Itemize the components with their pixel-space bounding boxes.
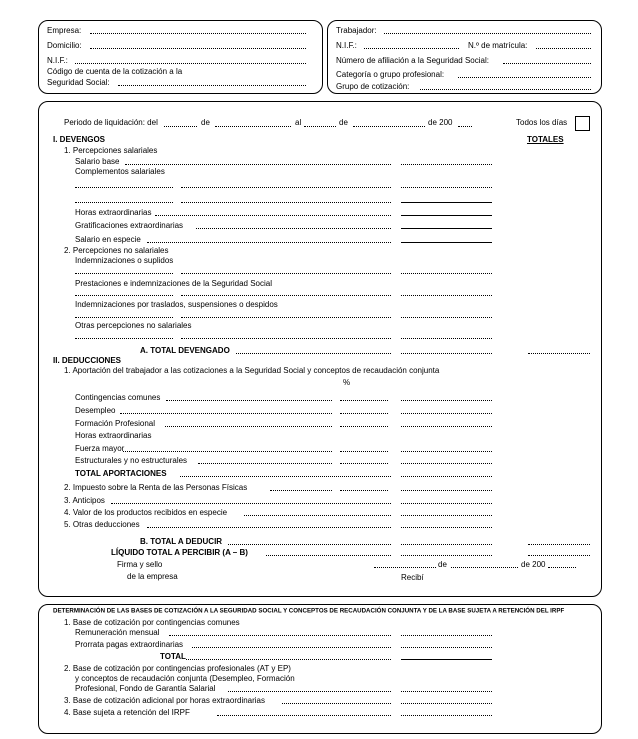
anticipos-amount[interactable]: [401, 503, 492, 504]
otras-deducciones-label: 5. Otras deducciones: [64, 520, 140, 529]
b3-leader: [282, 703, 391, 704]
worker-nif-label: N.I.F.:: [336, 41, 357, 50]
b2-leader: [228, 691, 391, 692]
especie-amount[interactable]: [401, 242, 492, 243]
devengos-heading: I. DEVENGOS: [53, 135, 106, 144]
remuneracion-amount[interactable]: [401, 635, 492, 636]
bases-b4: 4. Base sujeta a retención del IRPF: [64, 708, 190, 717]
irpf-leader: [270, 490, 332, 491]
percent-label: %: [343, 378, 351, 387]
codigo-label-1: Código de cuenta de la cotización a la: [47, 67, 183, 76]
fuerza-amount[interactable]: [401, 451, 492, 452]
total-devengado-leader: [236, 353, 391, 354]
prestaciones-leader: [181, 295, 391, 296]
salario-base-amount[interactable]: [401, 164, 492, 165]
period-year: de 200: [428, 118, 453, 127]
total-deducir-total[interactable]: [528, 544, 590, 545]
horas-label: Horas extraordinarias: [75, 208, 152, 217]
horas-amount[interactable]: [401, 215, 492, 216]
total-deducir-amount[interactable]: [401, 544, 492, 545]
sign-place[interactable]: [374, 567, 436, 568]
estructurales-amount[interactable]: [401, 463, 492, 464]
prorrata-amount[interactable]: [401, 647, 492, 648]
firma-label-1: Firma y sello: [117, 560, 163, 569]
total-aportaciones-leader: [180, 476, 391, 477]
irpf-label: 2. Impuesto sobre la Renta de las Personas Físicas: [64, 483, 248, 492]
matricula-field[interactable]: [536, 48, 591, 49]
period-de-1: de: [201, 118, 210, 127]
b4-leader: [217, 715, 391, 716]
fuerza-label: Fuerza mayor: [75, 444, 125, 453]
period-from-day[interactable]: [164, 126, 197, 127]
bases-total-leader: [186, 659, 391, 660]
categoria-label: Categoría o grupo profesional:: [336, 70, 445, 79]
period-al: al: [295, 118, 302, 127]
estructurales-pct[interactable]: [340, 463, 388, 464]
irpf-pct[interactable]: [340, 490, 388, 491]
desempleo-leader: [120, 413, 332, 414]
complemento-2-concept[interactable]: [75, 202, 173, 203]
firma-label-2: de la empresa: [127, 572, 178, 581]
percepciones-no-salariales: 2. Percepciones no salariales: [64, 246, 169, 255]
remuneracion-leader: [169, 635, 391, 636]
formacion-pct[interactable]: [340, 426, 388, 427]
total-aportaciones-amount[interactable]: [401, 476, 492, 477]
sign-year[interactable]: [548, 567, 576, 568]
codigo-label-2: Seguridad Social:: [47, 78, 110, 87]
otras-deducciones-leader: [147, 527, 391, 528]
liquido-leader: [266, 555, 391, 556]
liquido-amount[interactable]: [401, 555, 492, 556]
gratificaciones-label: Gratificaciones extraordinarias: [75, 221, 184, 230]
indemnizaciones-amount[interactable]: [401, 273, 492, 274]
indemnizaciones-leader: [181, 273, 391, 274]
complemento-1-leader: [181, 187, 391, 188]
codigo-field[interactable]: [118, 85, 306, 86]
prestaciones-concept[interactable]: [75, 295, 173, 296]
horas-leader: [155, 215, 391, 216]
fuerza-leader: [123, 451, 332, 452]
anticipos-leader: [111, 503, 391, 504]
especie-ded-label: 4. Valor de los productos recibidos en especie: [64, 508, 228, 517]
otras-percepciones-label: Otras percepciones no salariales: [75, 321, 192, 330]
total-deducir-leader: [228, 544, 391, 545]
traslados-leader: [181, 317, 391, 318]
otras-percepciones-leader: [181, 338, 391, 339]
bases-b2b: y conceptos de recaudación conjunta (Desempleo, Formación: [75, 674, 295, 683]
complemento-1-concept[interactable]: [75, 187, 173, 188]
complemento-2-amount[interactable]: [401, 202, 492, 203]
estructurales-leader: [198, 463, 332, 464]
nif-field[interactable]: [75, 63, 306, 64]
complementos-label: Complementos salariales: [75, 167, 165, 176]
domicilio-field[interactable]: [90, 48, 306, 49]
formacion-amount[interactable]: [401, 426, 492, 427]
contingencias-amount[interactable]: [401, 400, 492, 401]
especie-leader: [147, 242, 391, 243]
salario-base-leader: [125, 164, 391, 165]
fuerza-pct[interactable]: [340, 451, 388, 452]
total-devengado-amount[interactable]: [401, 353, 492, 354]
contingencias-label: Contingencias comunes: [75, 393, 161, 402]
b3-amount[interactable]: [401, 703, 492, 704]
contingencias-leader: [166, 400, 332, 401]
otras-deducciones-amount[interactable]: [401, 527, 492, 528]
especie-ded-leader: [244, 515, 391, 516]
grupo-field[interactable]: [420, 89, 591, 90]
period-to-day[interactable]: [304, 126, 336, 127]
traslados-label: Indemnizaciones por traslados, suspensiones o despidos: [75, 300, 278, 309]
grupo-label: Grupo de cotización:: [336, 82, 410, 91]
desempleo-label: Desempleo: [75, 406, 116, 415]
desempleo-amount[interactable]: [401, 413, 492, 414]
categoria-field[interactable]: [458, 77, 591, 78]
worker-nif-field[interactable]: [364, 48, 459, 49]
prestaciones-label: Prestaciones e indemnizaciones de la Seguridad Social: [75, 279, 273, 288]
bases-title: DETERMINACIÓN DE LAS BASES DE COTIZACIÓN A LA SEGURIDAD SOCIAL Y CONCEPTOS DE RECAUDACIÓN CONJUNTA Y DE LA BASE SUJETA A RETENCIÓN DEL IRPF: [53, 608, 565, 615]
gratificaciones-leader: [196, 228, 391, 229]
total-deducir-label: B. TOTAL A DEDUCIR: [140, 537, 223, 546]
bases-total-label: TOTAL: [160, 652, 186, 661]
b2-amount[interactable]: [401, 691, 492, 692]
period-from-month[interactable]: [215, 126, 291, 127]
irpf-amount[interactable]: [401, 490, 492, 491]
aportacion-label: 1. Aportación del trabajador a las cotizaciones a la Seguridad Social y conceptos de recaudación conjunta: [64, 366, 440, 375]
domicilio-label: Domicilio:: [47, 41, 82, 50]
matricula-label: N.º de matrícula:: [468, 41, 528, 50]
bases-b1: 1. Base de cotización por contingencias comunes: [64, 618, 240, 627]
percepciones-salariales: 1. Percepciones salariales: [64, 146, 158, 155]
total-devengado-total[interactable]: [528, 353, 590, 354]
prorrata-leader: [192, 647, 391, 648]
period-de-2: de: [339, 118, 348, 127]
indemnizaciones-label: Indemnizaciones o suplidos: [75, 256, 174, 265]
prestaciones-amount[interactable]: [401, 295, 492, 296]
especie-ded-amount[interactable]: [401, 515, 492, 516]
liquido-total[interactable]: [528, 555, 590, 556]
totales-heading: TOTALES: [527, 135, 564, 144]
period-to-month[interactable]: [353, 126, 425, 127]
afiliacion-field[interactable]: [503, 63, 591, 64]
empresa-label: Empresa:: [47, 26, 82, 35]
bases-b2c: Profesional, Fondo de Garantía Salarial: [75, 684, 216, 693]
formacion-leader: [165, 426, 332, 427]
especie-label: Salario en especie: [75, 235, 141, 244]
bases-total-amount[interactable]: [401, 659, 492, 660]
bases-b2a: 2. Base de cotización por contingencias profesionales (AT y EP): [64, 664, 291, 673]
complemento-1-amount[interactable]: [401, 187, 492, 188]
gratificaciones-amount[interactable]: [401, 228, 492, 229]
indemnizaciones-concept[interactable]: [75, 273, 173, 274]
deducciones-heading: II. DEDUCCIONES: [53, 356, 122, 365]
sign-month[interactable]: [451, 567, 518, 568]
liquido-label: LÍQUIDO TOTAL A PERCIBIR (A – B): [111, 548, 248, 557]
prorrata-label: Prorrata pagas extraordinarias: [75, 640, 184, 649]
todos-label: Todos los días: [516, 118, 568, 127]
todos-checkbox[interactable]: [575, 116, 590, 131]
salario-base-label: Salario base: [75, 157, 120, 166]
contingencias-pct[interactable]: [340, 400, 388, 401]
total-aportaciones-label: TOTAL APORTACIONES: [75, 469, 167, 478]
ded-horas-label: Horas extraordinarias: [75, 431, 152, 440]
desempleo-pct[interactable]: [340, 413, 388, 414]
total-devengado-label: A. TOTAL DEVENGADO: [140, 346, 230, 355]
traslados-amount[interactable]: [401, 317, 492, 318]
afiliacion-label: Número de afiliación a la Seguridad Social:: [336, 56, 489, 65]
traslados-concept[interactable]: [75, 317, 173, 318]
recibi-label: Recibí: [401, 573, 424, 582]
empresa-field[interactable]: [90, 33, 306, 34]
estructurales-label: Estructurales y no estructurales: [75, 456, 188, 465]
otras-percepciones-concept[interactable]: [75, 338, 173, 339]
remuneracion-label: Remuneración mensual: [75, 628, 160, 637]
b4-amount[interactable]: [401, 715, 492, 716]
sign-de: de: [438, 560, 447, 569]
sign-de-200: de 200: [521, 560, 546, 569]
period-year-field[interactable]: [458, 126, 472, 127]
trabajador-field[interactable]: [384, 33, 591, 34]
trabajador-label: Trabajador:: [336, 26, 377, 35]
anticipos-label: 3. Anticipos: [64, 496, 105, 505]
otras-percepciones-amount[interactable]: [401, 338, 492, 339]
period-label: Periodo de liquidación: del: [64, 118, 158, 127]
complemento-2-leader: [181, 202, 391, 203]
formacion-label: Formación Profesional: [75, 419, 156, 428]
bases-b3: 3. Base de cotización adicional por horas extraordinarias: [64, 696, 266, 705]
nif-label: N.I.F.:: [47, 56, 68, 65]
